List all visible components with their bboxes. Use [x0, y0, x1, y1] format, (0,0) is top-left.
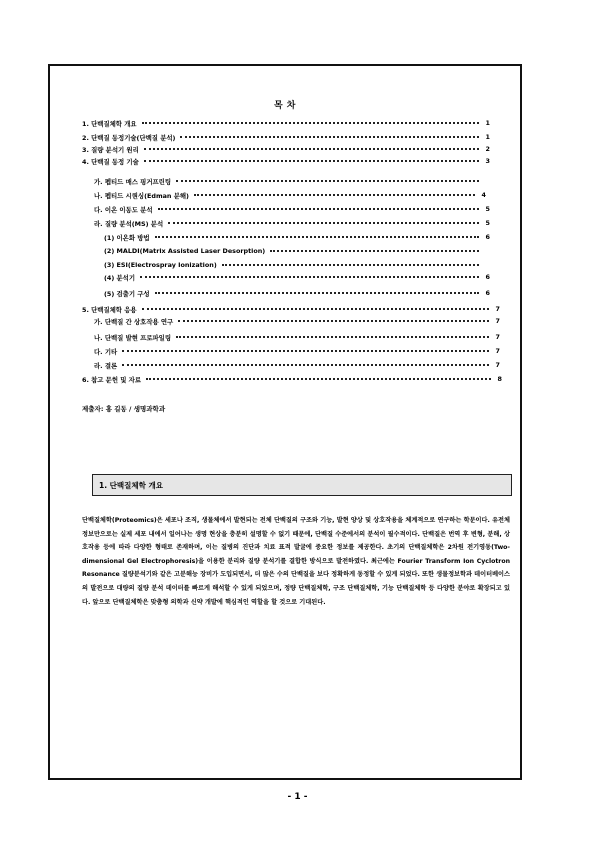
- toc-entry-label: (5) 검출기 구성: [104, 289, 150, 298]
- toc-leader-dots: [155, 292, 479, 294]
- toc-leader-dots: [176, 180, 479, 182]
- toc-entry-page: 5: [485, 219, 490, 227]
- toc-entry-label: 가. 단백질 간 상호작용 연구: [94, 317, 174, 326]
- toc-entry: [82, 156, 490, 166]
- toc-entry-label: (4) 분석기: [104, 273, 136, 282]
- toc-leader-dots: [270, 250, 479, 252]
- toc-leader-dots: [194, 194, 475, 196]
- toc-entry: [94, 190, 486, 200]
- toc-entry: [94, 332, 500, 342]
- toc-entry-page: 6: [485, 233, 490, 241]
- toc-entry: [94, 346, 500, 356]
- page-number: - 1 -: [287, 792, 308, 802]
- toc-entry: [104, 246, 490, 256]
- toc-entry: [104, 272, 490, 282]
- toc-entry: [82, 144, 490, 154]
- toc-leader-dots: [158, 208, 480, 210]
- toc-leader-dots: [142, 122, 479, 124]
- toc-entry-page: 6: [485, 289, 490, 297]
- toc-entry: [104, 288, 490, 298]
- toc-leader-dots: [142, 308, 489, 310]
- toc-entry-label: 나. 단백질 발현 프로파일링: [94, 333, 172, 342]
- toc-title: 목 차: [273, 101, 297, 111]
- toc-leader-dots: [122, 364, 489, 366]
- toc-entry-label: 5. 단백질체학 응용: [82, 305, 137, 314]
- toc-leader-dots: [168, 222, 479, 224]
- toc-entry-page: 7: [495, 305, 500, 313]
- toc-leader-dots: [178, 320, 489, 322]
- toc-leader-dots: [176, 336, 489, 338]
- toc-entry: [104, 260, 490, 270]
- toc-entry: [94, 360, 500, 370]
- toc-entry-label: 라. 질량 분석(MS) 분석: [94, 219, 164, 228]
- toc-entry: [104, 232, 490, 242]
- toc-entry-label: 다. 기타: [94, 347, 118, 356]
- toc-entry-page: 5: [485, 205, 490, 213]
- toc-entry: [82, 132, 490, 142]
- toc-entry-page: 4: [481, 191, 486, 199]
- toc-entry-page: 7: [495, 333, 500, 341]
- toc-entry-page: 7: [495, 317, 500, 325]
- toc-entry-page: 7: [495, 361, 500, 369]
- toc-leader-dots: [222, 264, 479, 266]
- toc-entry-label: 1. 단백질체학 개요: [82, 119, 137, 128]
- toc-entry-label: 6. 참고 문헌 및 자료: [82, 375, 141, 384]
- toc-entry-page: 6: [485, 273, 490, 281]
- toc-entry-page: 8: [497, 375, 502, 383]
- toc-leader-dots: [122, 350, 489, 352]
- toc-entry-label: 나. 펩티드 시퀀싱(Edman 분해): [94, 191, 189, 200]
- toc-entry: [94, 218, 490, 228]
- toc-entry: [94, 316, 500, 326]
- toc-entry-label: (3) ESI(Electrospray Ionization): [104, 261, 217, 269]
- toc-entry-label: 다. 이온 이동도 분석: [94, 205, 153, 214]
- toc-leader-dots: [180, 136, 479, 138]
- toc-leader-dots: [140, 276, 479, 278]
- page-frame: [48, 64, 522, 780]
- toc-leader-dots: [146, 378, 491, 380]
- section-body-text: 단백질체학(Proteomics)은 세포나 조직, 생물체에서 발현되는 전체 단백질의 구조와 기능, 발현 양상 및 상호작용을 체계적으로 연구하는 학문이다. 유전체 정보만으로는 실제 세포 내에서 일어나는 생명 현상을 충분히 설명할 수 없기 때문에, 단백질 수준에서의 분석이 필수적이다. 단백질은 번역 후 변형, 분해, 상호작용 등에 따라 다양한 형태로 존재하며, 이는 질병의 진단과 치료 표적 발굴에 중요한 정보를 제공한다. 초기의 단백질체학은 2차원 전기영동(Two-dimensional Gel Electrophoresis)을 이용한 분리와 질량 분석기를 결합한 방식으로 발전하였다. 최근에는 Fourier Transform Ion Cyclotron Resonance 질량분석기와 같은 고분해능 장비가 도입되면서, 더 많은 수의 단백질을 보다 정확하게 동정할 수 있게 되었다. 또한 생물정보학과 데이터베이스의 발전으로 대량의 질량 분석 데이터를 빠르게 해석할 수 있게 되었으며, 정량 단백질체학, 구조 단백질체학, 기능 단백질체학 등 다양한 분야로 확장되고 있다. 앞으로 단백질체학은 맞춤형 의학과 신약 개발에 핵심적인 역할을 할 것으로 기대된다.: [82, 517, 510, 606]
- toc-entry-label: 3. 질량 분석기 원리: [82, 145, 139, 154]
- toc-entry: [82, 374, 502, 384]
- toc-leader-dots: [155, 236, 479, 238]
- toc-entry: [82, 304, 500, 314]
- toc-entry-label: (1) 이온화 방법: [104, 233, 150, 242]
- toc-entry-page: 3: [485, 157, 490, 165]
- toc-leader-dots: [144, 148, 479, 150]
- toc-entry: [82, 118, 490, 128]
- toc-entry-label: 라. 결론: [94, 361, 118, 370]
- toc-entry-page: 2: [485, 145, 490, 153]
- toc-entry-page: 7: [495, 347, 500, 355]
- section-heading: 1. 단백질체학 개요: [99, 481, 164, 490]
- submitter-note: 제출자: 홍 길동 / 생명과학과: [82, 405, 166, 413]
- toc-leader-dots: [144, 160, 479, 162]
- toc-entry-label: 4. 단백질 동정 기술: [82, 157, 139, 166]
- toc-entry-label: (2) MALDI(Matrix Assisted Laser Desorption): [104, 247, 266, 255]
- toc-entry-label: 가. 펩티드 매스 핑거프린팅: [94, 177, 172, 186]
- toc-entry-page: 1: [485, 133, 490, 141]
- section-heading-box: [92, 474, 512, 496]
- toc-entry: [94, 204, 490, 214]
- toc-entry-label: 2. 단백질 동정기술(단백질 분석): [82, 133, 176, 142]
- toc-entry: [94, 176, 490, 186]
- toc-entry-page: 1: [485, 119, 490, 127]
